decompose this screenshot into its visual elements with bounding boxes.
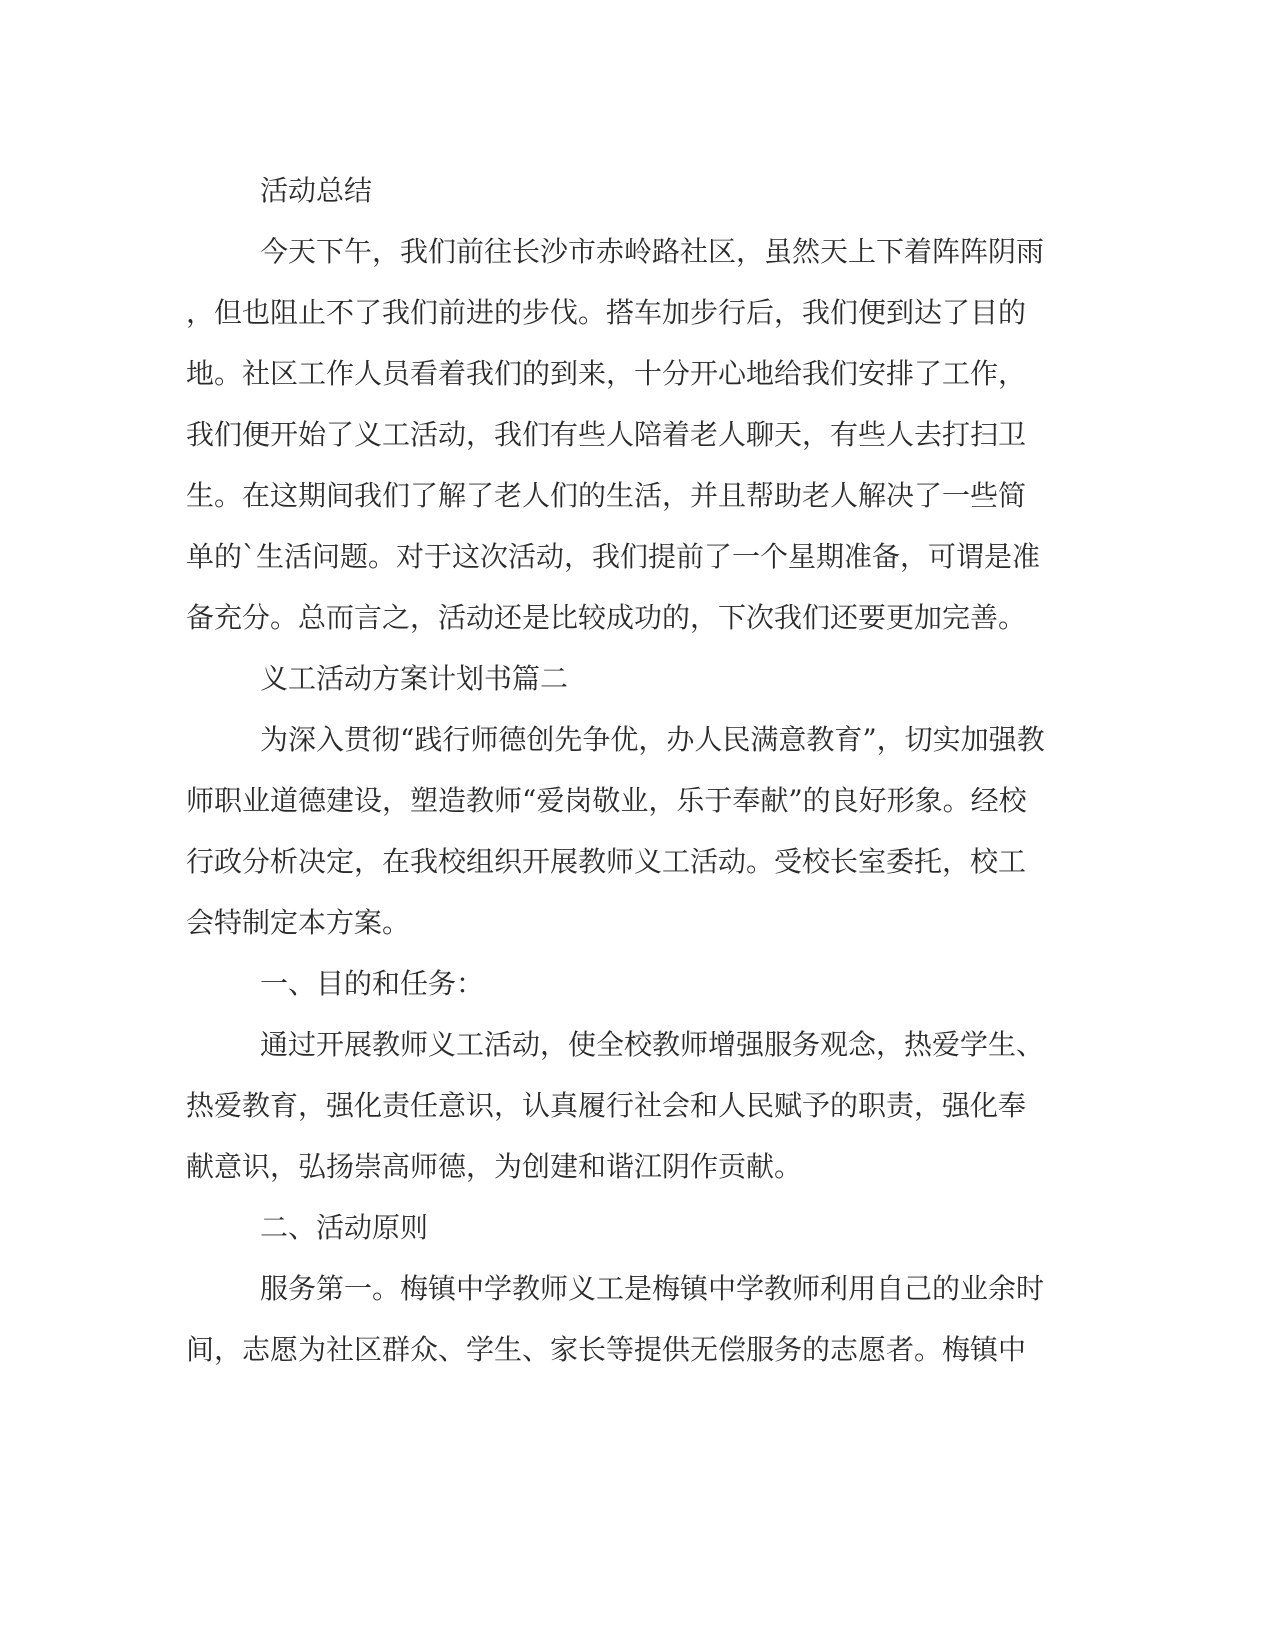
section-title-part-two: 义工活动方案计划书篇二 xyxy=(260,662,569,695)
paragraph-line: 师职业道德建设，塑造教师“爱岗敬业，乐于奉献”的良好形象。经校 xyxy=(186,784,1027,817)
section-title-summary: 活动总结 xyxy=(260,174,373,207)
paragraph-line: 行政分析决定，在我校组织开展教师义工活动。受校长室委托，校工 xyxy=(186,845,1027,878)
paragraph-line: 间，志愿为社区群众、学生、家长等提供无偿服务的志愿者。梅镇中 xyxy=(186,1333,1027,1366)
paragraph-line: 为深入贯彻“践行师德创先争优，办人民满意教育”，切实加强教 xyxy=(260,723,1045,756)
section-heading-purpose: 一、目的和任务： xyxy=(260,967,485,1000)
document-body xyxy=(186,160,1056,1380)
paragraph-line: 通过开展教师义工活动，使全校教师增强服务观念，热爱学生、 xyxy=(260,1028,1045,1061)
paragraph-line: 生。在这期间我们了解了老人们的生活，并且帮助老人解决了一些简 xyxy=(186,479,1027,512)
paragraph-line: 服务第一。梅镇中学教师义工是梅镇中学教师利用自己的业余时 xyxy=(260,1272,1045,1305)
section-heading-principles: 二、活动原则 xyxy=(260,1211,429,1244)
paragraph-line: 地。社区工作人员看着我们的到来，十分开心地给我们安排了工作， xyxy=(186,357,1027,390)
paragraph-line: 献意识，弘扬崇高师德，为创建和谐江阴作贡献。 xyxy=(186,1150,803,1183)
paragraph-line: 备充分。总而言之，活动还是比较成功的，下次我们还要更加完善。 xyxy=(186,601,1027,634)
paragraph-line: 今天下午，我们前往长沙市赤岭路社区，虽然天上下着阵阵阴雨 xyxy=(260,235,1045,268)
paragraph-line: 热爱教育，强化责任意识，认真履行社会和人民赋予的职责，强化奉 xyxy=(186,1089,1027,1122)
paragraph-line: 单的`生活问题。对于这次活动，我们提前了一个星期准备，可谓是准 xyxy=(186,540,1041,573)
paragraph-line: 会特制定本方案。 xyxy=(186,906,411,939)
paragraph-line: ，但也阻止不了我们前进的步伐。搭车加步行后，我们便到达了目的 xyxy=(186,296,1027,329)
paragraph-line: 我们便开始了义工活动，我们有些人陪着老人聊天，有些人去打扫卫 xyxy=(186,418,1027,451)
